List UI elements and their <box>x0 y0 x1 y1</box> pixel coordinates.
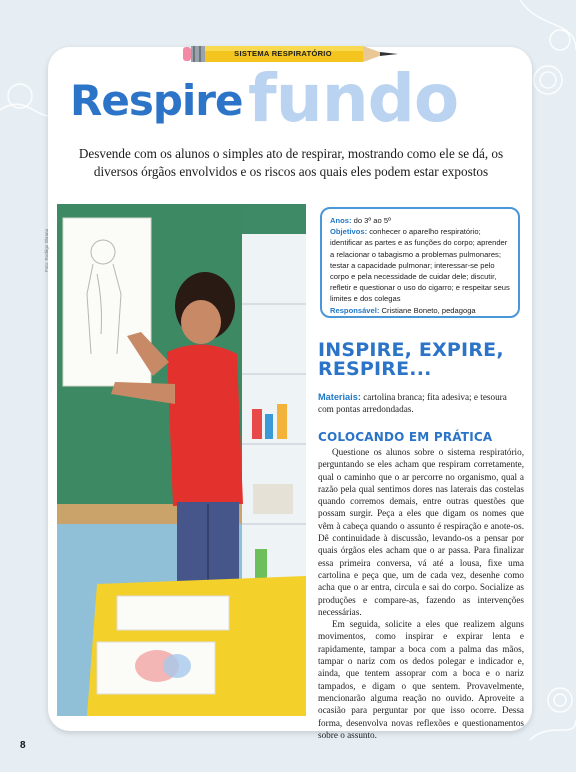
section-label: SISTEMA RESPIRATÓRIO <box>234 49 332 58</box>
classroom-photo <box>57 204 306 716</box>
responsible-label: Responsável: <box>330 305 380 315</box>
materials-value: cartolina branca; fita adesiva; e tesoura com pontas arredondadas. <box>318 392 507 414</box>
section-heading: INSPIRE, EXPIRE, RESPIRE... <box>318 339 504 380</box>
grades-value: do 3º ao 5º <box>351 216 391 225</box>
lesson-info-box <box>320 207 520 318</box>
materials-text <box>318 391 524 415</box>
page-number: 8 <box>20 740 26 751</box>
title-word-respire: Respire <box>70 76 243 125</box>
body-paragraph: Questione os alunos sobre o sistema respiratório, perguntando se eles acham que respiram corretamente, qual o caminho que o ar percorre no organismo, qual a razão pela qual sentimos dores nas laterais das costelas quando corremos demais, entre outras questões que possam surgir. Peça a eles que digam os nomes que vêm à cabeça quando o assunto é respiração e anote-os. Dê continuidade à discussão, levando-os a pensar por quais órgãos eles acham que o ar passa. Para finalizar essa primeira conversa, vá até a lousa, fixe uma cartolina e peça que, um de cada vez, desenhe como acha que o ar entra, circula e sai do corpo. Socialize as produções e compare-as, fazendo as intervenções necessárias. <box>318 447 524 617</box>
objectives-value: conhecer o aparelho respiratório; identificar as partes e as funções do corpo; aprender a relacionar o tabagismo a problemas pulmonares; testar a capacidade pulmonar; interessar-se pelo corpo e pela necessidade de cuidar dele; discutir, refletir e questionar o uso do cigarro; e respeitar seus limites e dos colegas <box>330 227 510 304</box>
materials-label: Materiais: <box>318 392 361 402</box>
title-word-fundo: fundo <box>248 60 459 137</box>
responsible-value: Cristiane Boneto, pedagoga <box>379 305 476 315</box>
photo-credit: Foto: Rodrigo Sbrana <box>44 228 49 272</box>
body-paragraph: Em seguida, solicite a eles que realizem alguns movimentos, como inspirar e expirar lenta e rapidamente, tampar a boca com a palma das mãos, tampar o nariz com os dedos polegar e indicador e, ainda, que tentem assoprar com a boca e o nariz tampados, e digam o que sentem. Provavelmente, mencionarão alguma reação no ouvido. Aproveite a ocasião para perguntar por que isso ocorre. Dessa forma, desenvolva novas reflexões e questionamentos sobre o assunto. <box>318 619 524 740</box>
subsection-heading: COLOCANDO EM PRÁTICA <box>318 430 493 444</box>
grades-label: Anos: <box>330 216 352 225</box>
page-title <box>70 60 490 137</box>
body-text <box>318 446 524 741</box>
objectives-label: Objetivos: <box>330 227 368 237</box>
page-subtitle: Desvende com os alunos o simples ato de respirar, mostrando como ele se dá, os diversos órgãos envolvidos e os riscos aos quais eles podem estar expostos <box>78 146 504 179</box>
